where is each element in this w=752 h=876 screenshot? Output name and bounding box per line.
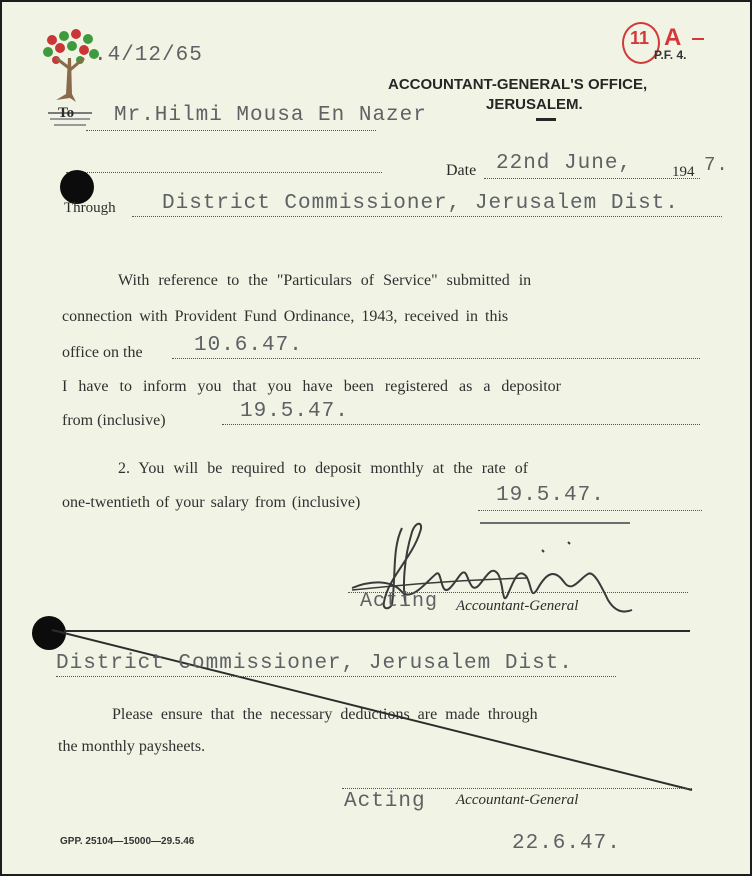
lower-addressee: District Commissioner, Jerusalem Dist. [56, 652, 573, 675]
through-value: District Commissioner, Jerusalem Dist. [162, 192, 679, 215]
lower-acting: Acting [344, 790, 426, 813]
office-city: JERUSALEM. [486, 96, 583, 113]
stamp-letter: A [664, 24, 682, 51]
signature-acting: Acting [360, 590, 439, 613]
footer-print-code: GPP. 25104—15000—29.5.46 [60, 836, 195, 847]
reference-number: .4/12/65 [94, 44, 203, 67]
deposit-from-date: 19.5.47. [496, 484, 605, 507]
registered-from-date: 19.5.47. [240, 400, 349, 423]
addressee-line [86, 130, 376, 131]
punch-hole-top [60, 170, 94, 204]
para1-line3: office on the [62, 344, 143, 361]
para2-line2: one-twentieth of your salary from (inclusive) [62, 494, 361, 511]
lower-note-line1: Please ensure that the necessary deductions are made through [112, 706, 538, 723]
date-year-printed: 194 [672, 164, 695, 180]
through-line [132, 216, 722, 217]
archive-logo [42, 28, 100, 146]
para2-line1: 2. You will be required to deposit monthly at the rate of [118, 460, 529, 477]
deposit-line [478, 510, 702, 511]
received-date: 10.6.47. [194, 334, 303, 357]
addressee-name: Mr.Hilmi Mousa En Nazer [114, 104, 427, 127]
stamp-number: 11 [630, 28, 650, 48]
date-label: Date [446, 162, 477, 179]
to-label: To [58, 105, 75, 121]
lower-title: Accountant-General [456, 792, 579, 808]
lower-date: 22.6.47. [512, 832, 621, 855]
para1-line1: With reference to the "Particulars of Service" submitted in [118, 272, 532, 289]
office-title: ACCOUNTANT-GENERAL'S OFFICE, [388, 76, 648, 93]
stamp-dash [692, 38, 704, 40]
lower-note-line2: the monthly paysheets. [58, 738, 206, 755]
signature-line [348, 592, 688, 593]
handwritten-signature [332, 518, 672, 638]
para1-line4: I have to inform you that you have been registered as a depositor [62, 378, 561, 395]
lower-addressee-line [56, 676, 616, 677]
form-code: P.F. 4. [654, 48, 687, 62]
through-label: Through [64, 200, 116, 216]
signature-title: Accountant-General [456, 598, 579, 614]
lower-signature-line [342, 788, 692, 789]
registered-line [222, 424, 700, 425]
office-underline [536, 118, 556, 121]
addressee-line-2 [66, 172, 382, 173]
date-line [484, 178, 700, 179]
date-year-typed: 7. [704, 154, 729, 176]
tree-logo-icon [42, 28, 100, 146]
date-value: 22nd June, [496, 152, 633, 175]
para1-line5: from (inclusive) [62, 412, 166, 429]
received-line [172, 358, 700, 359]
para1-line2: connection with Provident Fund Ordinance, 1943, received in this [62, 308, 509, 325]
